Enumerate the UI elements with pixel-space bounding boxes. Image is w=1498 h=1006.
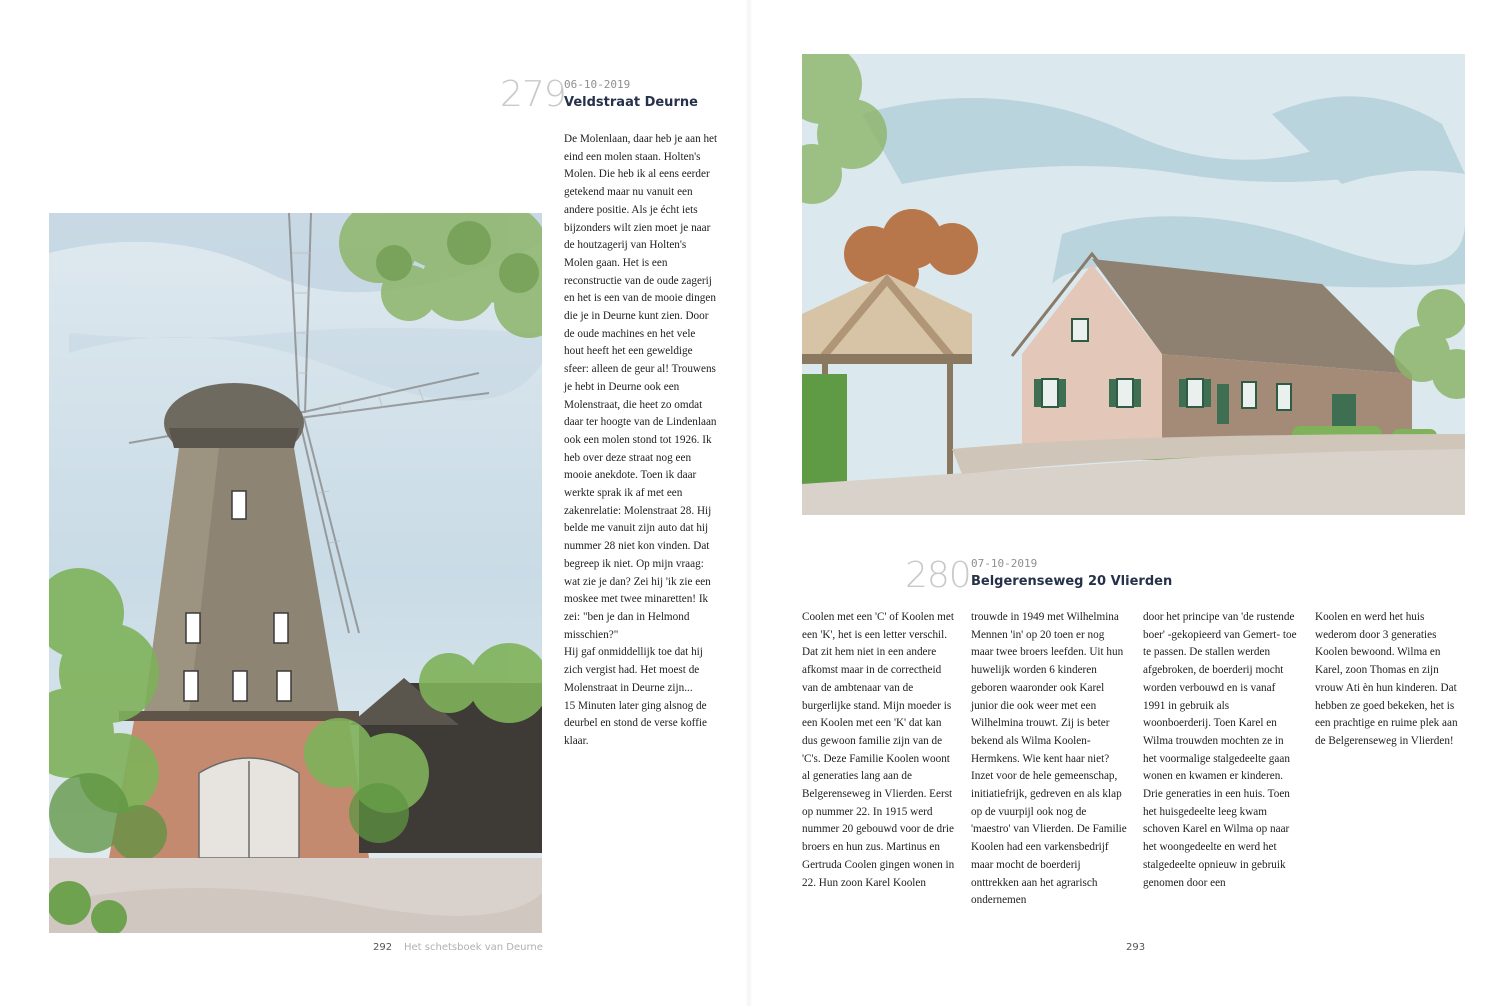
right-page — [749, 0, 1498, 1006]
entry-body-text — [564, 131, 718, 751]
text-column-4: Koolen en werd het huis wederom door 3 generaties Koolen bewoond. Wilma en Karel, zoon Thomas en zijn vrouw Ati èn hun kinderen. Dat hebben ze goed bekeken, het is een prachtige en ruime plek aan de Belgerenseweg in Vlierden! — [1315, 611, 1458, 747]
entry-date: 07-10-2019 — [971, 557, 1038, 570]
page-number: 293 — [1126, 942, 1146, 953]
text-column-1: Coolen met een 'C' of Koolen met een 'K', het is een letter verschil. Dat zit hem niet in een andere afkomst maar in de correctheid van de ambtenaar van de burgerlijke stand. Mijn moeder is een Koolen met een 'K' dat kan dus gewoon familie zijn van de 'C's. Deze Familie Koolen woont al generaties lang aan de Belgerenseweg in Vlierden. Eerst op nummer 22. In 1915 werd nummer 20 gebouwd voor de drie broers en hun zus. Martinus en Gertruda Coolen gingen wonen in 22. Hun zoon Karel Koolen — [802, 611, 955, 889]
text-column-2: trouwde in 1949 met Wilhelmina Mennen 'in' op 20 toen er nog maar twee broers leefden. Uit hun huwelijk worden 6 kinderen geboren waaronder ook Karel junior die ook weer met een Wilhelmina trouwt. Zij is beter bekend als Wilma Koolen-Hermkens. Wie kent haar niet? Inzet voor de hele gemeenschap, initiatiefrijk, gedreven en als klap op de vuurpijl ook nog de 'maestro' van Vlierden. De Familie Koolen had een varkensbedrijf maar mocht de boerderij onttrekken aan het agrarisch ondernemen — [971, 611, 1127, 907]
entry-title: Belgerenseweg 20 Vlierden — [971, 574, 1173, 589]
farmhouse-watercolor-illustration — [802, 54, 1465, 515]
entry-title: Veldstraat Deurne — [564, 95, 698, 110]
entry-date: 06-10-2019 — [564, 78, 631, 91]
text-column-3: door het principe van 'de rustende boer' -gekopieerd van Gemert- toe te passen. De stallen werden afgebroken, de boerderij mocht worden verbouwd en is vanaf 1991 in gebruik als woonboerderij. Toen Karel en Wilma trouwden mochten ze in het voormalige stalgedeelte gaan wonen en kwamen er kinderen. Drie generaties in een huis. Toen het huisgedeelte leeg kwam schoven Karel en Wilma op naar het woongedeelte en werd het stalgedeelte opnieuw in gebruik genomen door een — [1143, 611, 1297, 889]
paragraph: 15 Minuten later ging alsnog de deurbel en stond de verse koffie klaar. — [564, 699, 708, 747]
windmill-watercolor-illustration — [49, 213, 542, 933]
entry-number: 279 — [500, 74, 566, 115]
paragraph: Hij gaf onmiddellijk toe dat hij zich vergist had. Het moest de Molenstraat in Deurne zijn... — [564, 646, 703, 694]
entry-number: 280 — [905, 555, 971, 596]
running-title: Het schetsboek van Deurne — [404, 942, 543, 953]
paragraph: De Molenlaan, daar heb je aan het eind een molen staan. Holten's Molen. Die heb ik al eens eerder getekend maar nu vanuit een andere positie. Als je écht iets bijzonders wilt zien moet je naar de houtzagerij van Holten's Molen gaan. Het is een reconstructie van de oude zagerij en het is een van de mooie dingen die je in Deurne kunt zien. Door de oude machines en het vele hout heeft het een geweldige sfeer: alleen de geur al! Trouwens je hebt in Deurne ook een Molenstraat, die heet zo omdat daar ter hoogte van de Lindenlaan ook een molen stond tot 1926. Ik heb over deze straat nog een mooie anekdote. Toen ik daar werkte sprak ik af met een zakenrelatie: Molenstraat 28. Hij belde me vanuit zijn auto dat hij nummer 28 niet kon vinden. Dat begreep ik niet. Op mijn vraag: wat zie je dan? Zei hij 'ik zie een moskee met twee minaretten! Ik zei: "ben je dan in Helmond misschien?" — [564, 133, 718, 641]
page-number: 292 — [373, 942, 393, 953]
